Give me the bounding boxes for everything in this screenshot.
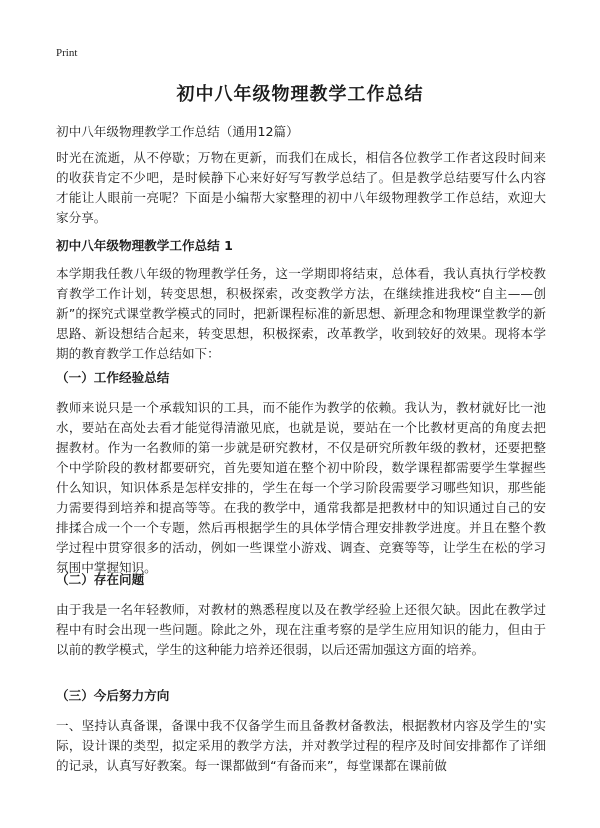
subsection-2-paragraph: 由于我是一名年轻教师，对教材的熟悉程度以及在教学经验上还很欠缺。因此在教学过程中有时会出现一些问题。除此之外，现在注重考察的是学生应用知识的能力，但由于以前的教学模式，学生的这种能力培养还很弱，以后还需加强这方面的培养。 bbox=[56, 602, 546, 657]
subsection-1-heading: （一）工作经验总结 bbox=[56, 370, 170, 385]
subsection-3-heading: （三）今后努力方向 bbox=[56, 688, 170, 703]
intro-paragraph: 时光在流逝，从不停歇；万物在更新，而我们在成长，相信各位教学工作者这段时间来的收获肯定不少吧，是时候静下心来好好写写教学总结了。但是教学总结要写什么内容才能让人眼前一亮呢？下面是小编帮大家整理的初中八年级物理教学工作总结，欢迎大家分享。 bbox=[56, 150, 546, 225]
section-1-paragraph: 本学期我任教八年级的物理教学任务，这一学期即将结束，总体看，我认真执行学校教育教学工作计划，转变思想，积极探索，改变教学方法，在继续推进我校“自主——创新”的探究式课堂教学模式的同时，把新课程标准的新思想、新理念和物理课堂教学的新思路、新设想结合起来，转变思想，积极探索，改革教学，收到较好的效果。现将本学期的教育教学工作总结如下： bbox=[56, 266, 546, 361]
subsection-1-paragraph: 教师来说只是一个承载知识的工具，而不能作为教学的依赖。我认为，教材就好比一池水，要站在高处去看才能觉得清澈见底，也就是说，要站在一个比教材更高的角度去把握教材。作为一名教师的第一步就是研究教材，不仅是研究所教年级的教材，还要把整个中学阶段的教材都要研究，首先要知道在整个初中阶段，数学课程都需要学生掌握些什么知识，知识体系是怎样安排的，学生在每一个学习阶段需要学习哪些知识，那些能力需要得到培养和提高等等。在我的教学中，通常我都是把教材中的知识通过自己的安排揉合成一个一个专题，然后再根据学生的具体学情合理安排教学进度。并且在整个教学过程中贯穿很多的活动，例如一些课堂小游戏、调查、竞赛等等，让学生在松的学习氛围中掌握知识。 bbox=[56, 400, 546, 575]
subtitle: 初中八年级物理教学工作总结（通用12篇） bbox=[56, 124, 299, 139]
subsection-3-paragraph: 一、坚持认真备课，备课中我不仅备学生而且备教材备教法，根据教材内容及学生的'实际，设计课的类型，拟定采用的教学方法，并对教学过程的程序及时间安排都作了详细的记录，认真写好教案。每一课都做到“有备而来”，每堂课都在课前做 bbox=[56, 718, 546, 773]
subsection-2-heading: （二）存在问题 bbox=[56, 572, 145, 587]
page-title: 初中八年级物理教学工作总结 bbox=[176, 84, 424, 105]
print-link[interactable]: Print bbox=[56, 47, 78, 59]
section-1-heading: 初中八年级物理教学工作总结 1 bbox=[56, 238, 233, 253]
